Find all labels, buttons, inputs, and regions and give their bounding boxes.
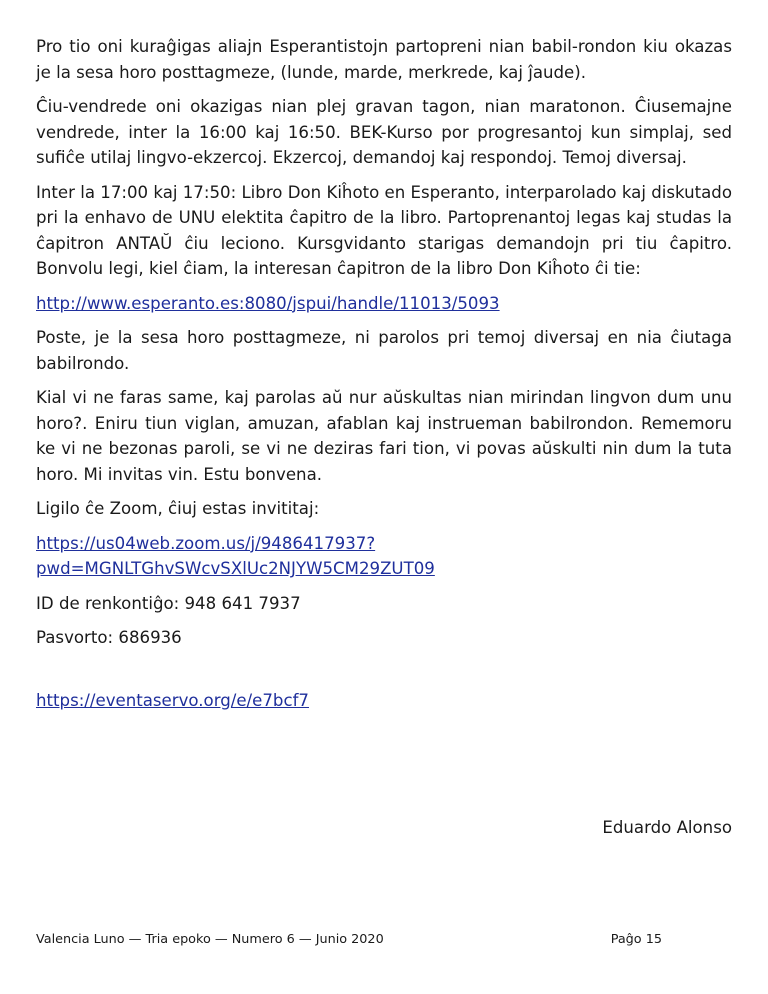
zoom-link-row [36,531,732,582]
paragraph-friday-course: Ĉiu-vendrede oni okazigas nian plej gravan tagon, nian maratonon. Ĉiusemajne vendrede, inter la 16:00 kaj 16:50. BEK-Kurso por progresantoj kun simplaj, sed sufiĉe utilaj lingvo-ekzercoj. Ekzercoj, demandoj kaj respondoj. Temoj diversaj. [36,97,732,167]
footer-page-number: Paĝo 15 [610,932,662,947]
paragraph-zoom-intro: Ligilo ĉe Zoom, ĉiuj estas invititaj: [36,499,320,518]
meeting-password: Pasvorto: 686936 [36,628,182,647]
event-link[interactable]: https://eventaservo.org/e/e7bcf7 [36,690,309,710]
author-signature: Eduardo Alonso [602,818,732,837]
book-link-row [36,291,732,317]
paragraph-don-kihoto: Inter la 17:00 kaj 17:50: Libro Don Kiĥoto en Esperanto, interparolado kaj diskutado pri la enhavo de UNU elektita ĉapitro de la libro. Partoprenantoj legas kaj studas la ĉapitron ANTAŬ ĉiu leciono. Kursgvidanto starigas demandojn pri tiu ĉapitro. Bonvolu legi, kiel ĉiam, la interesan ĉapitron de la libro Don Kiĥoto ĉi tie: [36,182,732,278]
page-footer [36,932,662,947]
zoom-link-line2[interactable]: pwd=MGNLTGhvSWcvSXlUc2NJYW5CM29ZUT09 [36,559,435,578]
footer-publication: Valencia Luno — Tria epoko — Numero 6 — Junio 2020 [36,932,384,947]
meeting-id: ID de renkontiĝo: 948 641 7937 [36,593,301,613]
spacer [36,660,732,688]
zoom-link-line1[interactable]: https://us04web.zoom.us/j/9486417937? [36,533,376,553]
paragraph-invitation: Pro tio oni kuraĝigas aliajn Esperantistojn partopreni nian babil-rondon kiu okazas je la sesa horo posttagmeze, (lunde, marde, merkrede, kaj ĵaude). [36,37,732,82]
event-link-row [36,688,732,714]
paragraph-afterwards: Poste, je la sesa horo posttagmeze, ni parolos pri temoj diversaj en nia ĉiutaga babilrondo. [36,328,732,373]
article-body [36,34,732,722]
paragraph-why-not: Kial vi ne faras same, kaj parolas aŭ nur aŭskultas nian mirindan lingvon dum unu horo?. Eniru tiun viglan, amuzan, afablan kaj instrueman babilrondon. Rememoru ke vi ne bezonas paroli, se vi ne deziras fari tion, vi povas aŭskulti nin dum la tuta horo. Mi invitas vin. Estu bonvena. [36,388,732,484]
book-link[interactable]: http://www.esperanto.es:8080/jspui/handle/11013/5093 [36,293,500,313]
